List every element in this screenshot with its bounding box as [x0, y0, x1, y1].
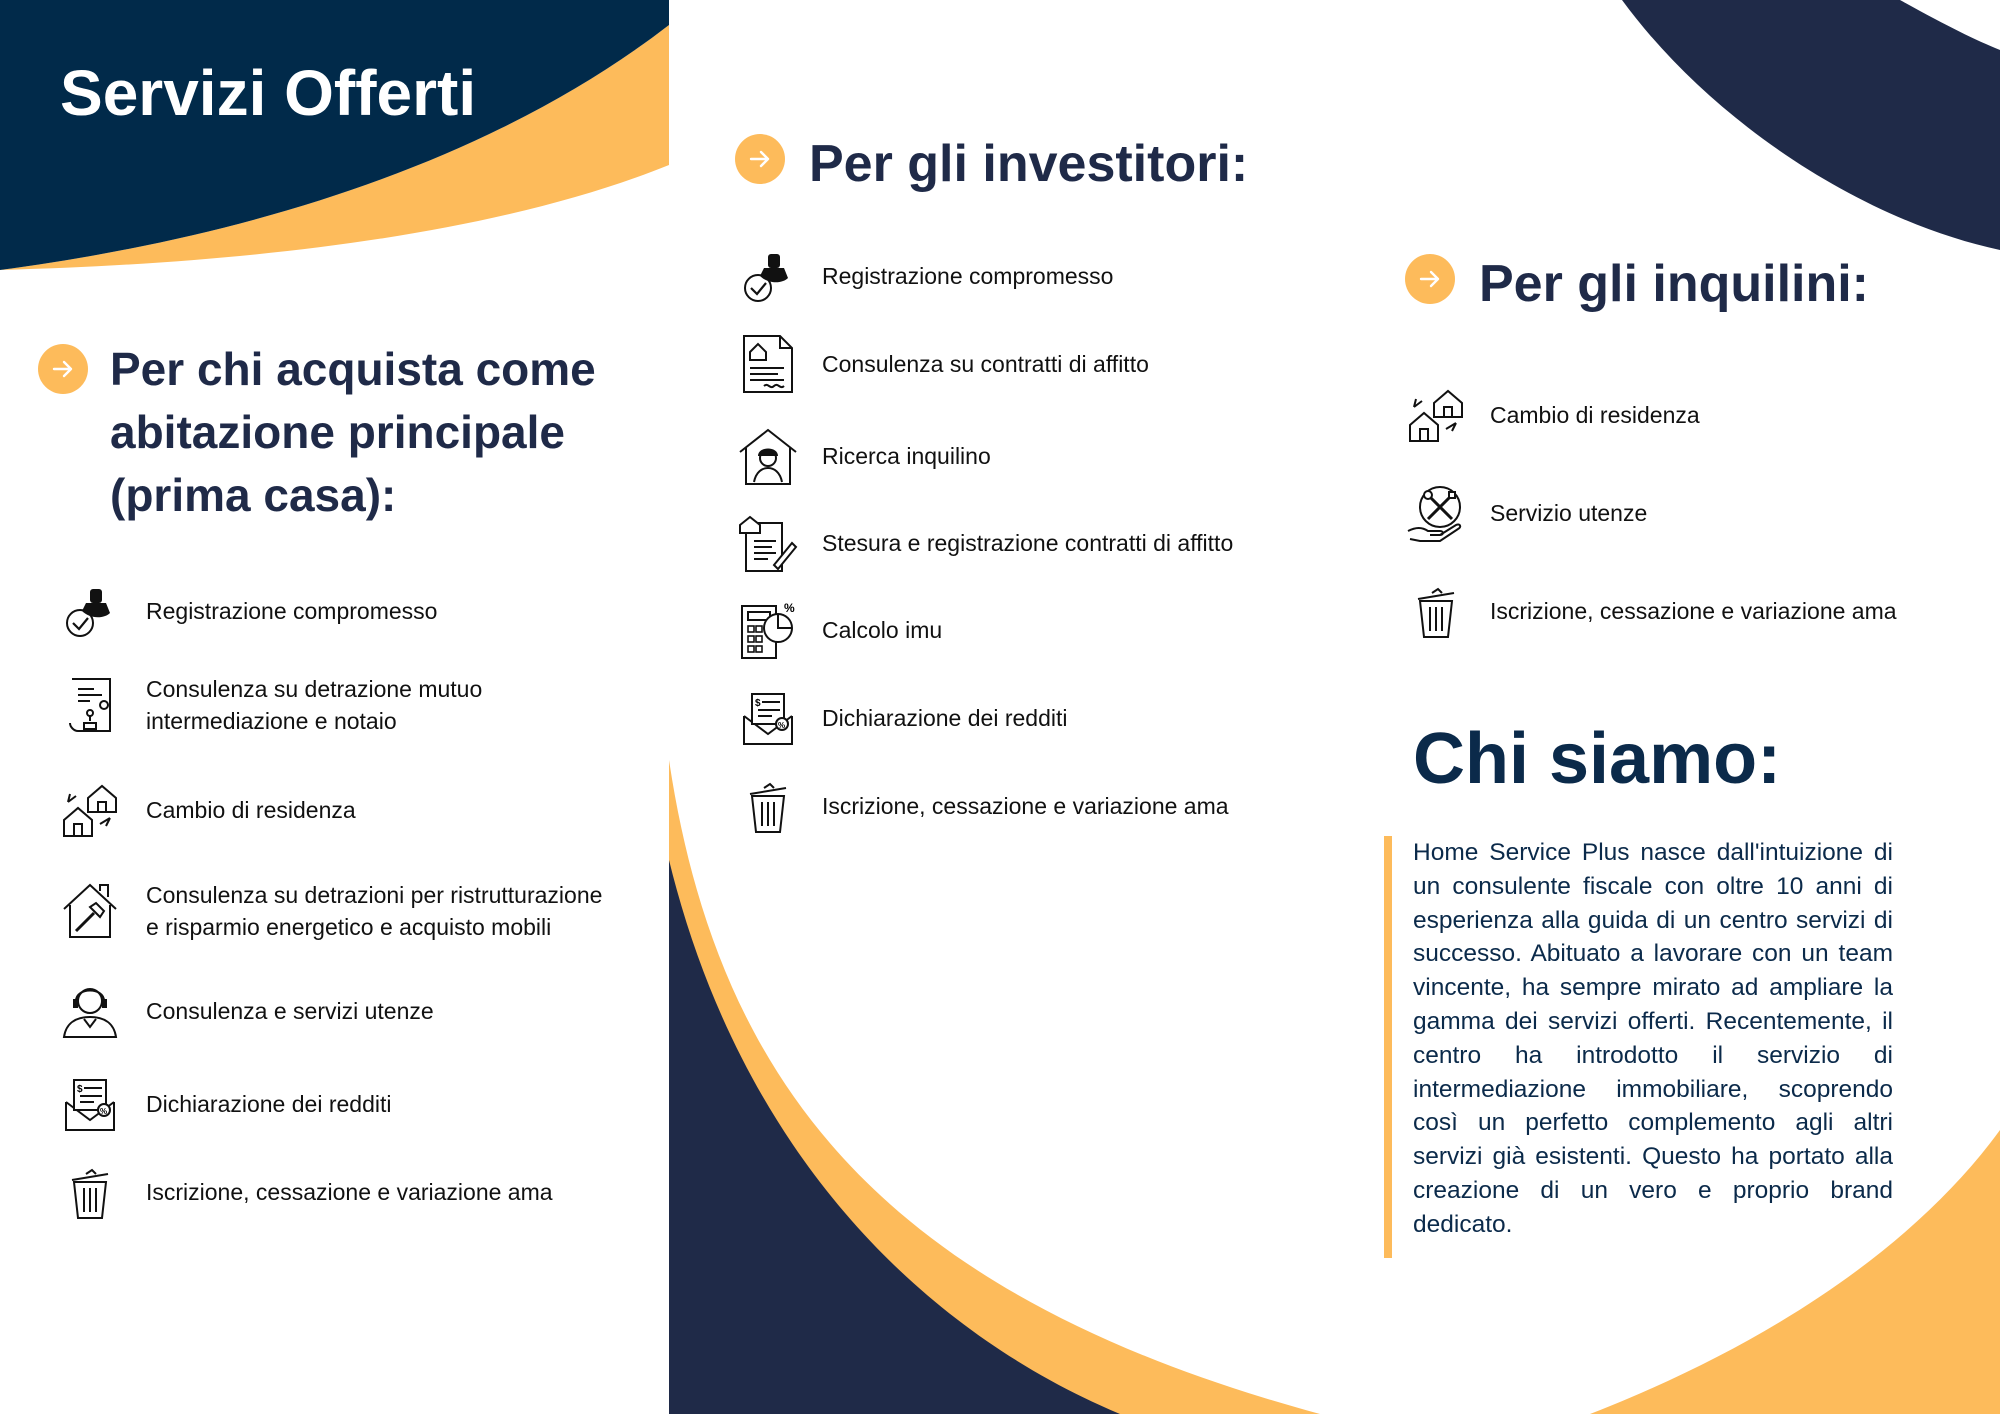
service-item [1404, 464, 1964, 562]
stamp-check-icon [736, 244, 800, 308]
service-label: Dichiarazione dei redditi [146, 1091, 392, 1117]
service-item [736, 236, 1376, 316]
service-label: Consulenza e servizi utenze [146, 998, 434, 1024]
service-label: Iscrizione, cessazione e variazione ama [146, 1179, 553, 1205]
section-header-investitori [735, 134, 1248, 194]
trash-bin-icon [58, 1160, 122, 1224]
service-item [58, 1148, 658, 1236]
stamp-check-icon [58, 579, 122, 643]
service-label: Ricerca inquilino [822, 443, 991, 469]
section-title-inquilini: Per gli inquilini: [1479, 255, 1869, 313]
service-item [736, 316, 1376, 412]
top-right-navy-arc [1622, 0, 2000, 250]
section-title-investitori: Per gli investitori: [809, 135, 1249, 193]
contract-stamp-icon [58, 673, 122, 737]
tax-envelope-icon [736, 686, 800, 750]
service-label: Registrazione compromesso [146, 598, 438, 624]
support-agent-icon [58, 979, 122, 1043]
service-label: Consulenza su detrazioni per ristrutturazione e risparmio energetico e acquisto mobili [146, 882, 603, 940]
house-hammer-icon [58, 879, 122, 943]
service-label: Servizio utenze [1490, 500, 1648, 526]
service-item [736, 586, 1376, 674]
service-label: Iscrizione, cessazione e variazione ama [822, 793, 1229, 819]
service-item [58, 760, 658, 860]
svg-text:$: $ [77, 1084, 83, 1095]
service-item [58, 860, 658, 962]
service-list-investitori [736, 236, 1376, 850]
service-item [1404, 562, 1964, 660]
service-label: Iscrizione, cessazione e variazione ama [1490, 598, 1897, 624]
service-label: Stesura e registrazione contratti di affitto [822, 530, 1234, 556]
service-label: Cambio di residenza [1490, 402, 1700, 428]
calculator-chart-icon [736, 598, 800, 662]
about-text: Home Service Plus nasce dall'intuizione di un consulente fiscale con oltre 10 anni di esperienza alla guida di un centro servizi di successo. Abituato a lavorare con un team vincente, ha sempre mirato ad ampliare la gamma dei servizi offerti. Recentemente, il centro ha introdotto il servizio di intermediazione immobiliare, scoprendo così un perfetto complemento agli altri servizi già esistenti. Questo ha portato alla creazione di un vero e proprio brand dedicato. [1413, 839, 1893, 1238]
house-exchange-icon [1404, 383, 1468, 447]
service-list-inquilini [1404, 366, 1964, 660]
house-person-icon [736, 424, 800, 488]
service-label: Dichiarazione dei redditi [822, 705, 1068, 731]
svg-text:%: % [784, 601, 795, 615]
service-label: Consulenza su contratti di affitto [822, 351, 1149, 377]
tax-envelope-icon [58, 1072, 122, 1136]
service-item [736, 500, 1376, 586]
section-header-prima-casa [38, 344, 638, 527]
service-item [58, 572, 658, 650]
svg-text:%: % [100, 1107, 108, 1116]
arrow-right-icon [38, 344, 88, 394]
house-document-icon [736, 332, 800, 396]
service-label: Registrazione compromesso [822, 263, 1114, 289]
service-label: Cambio di residenza [146, 797, 356, 823]
service-item [736, 674, 1376, 762]
section-title-prima-casa: Per chi acquista come abitazione principale (prima casa): [110, 343, 596, 521]
about-title: Chi siamo: [1413, 719, 1782, 799]
svg-text:%: % [778, 721, 786, 730]
house-contract-pen-icon [736, 511, 800, 575]
arrow-right-icon [1405, 254, 1455, 304]
service-item [1404, 366, 1964, 464]
service-label: Calcolo imu [822, 617, 943, 643]
service-item [736, 412, 1376, 500]
svg-text:$: $ [755, 698, 761, 709]
utility-tools-hand-icon [1404, 481, 1468, 545]
section-header-inquilini [1405, 254, 1869, 314]
service-item [58, 650, 658, 760]
about-accent-bar [1384, 836, 1392, 1258]
trash-bin-icon [1404, 579, 1468, 643]
page-title: Servizi Offerti [60, 57, 477, 129]
service-label: Consulenza su detrazione mutuo intermediazione e notaio [146, 676, 483, 734]
house-exchange-icon [58, 778, 122, 842]
service-item [58, 962, 658, 1060]
arrow-right-icon [735, 134, 785, 184]
trash-bin-icon [736, 774, 800, 838]
service-list-prima-casa [58, 572, 658, 1236]
service-item [736, 762, 1376, 850]
service-item [58, 1060, 658, 1148]
